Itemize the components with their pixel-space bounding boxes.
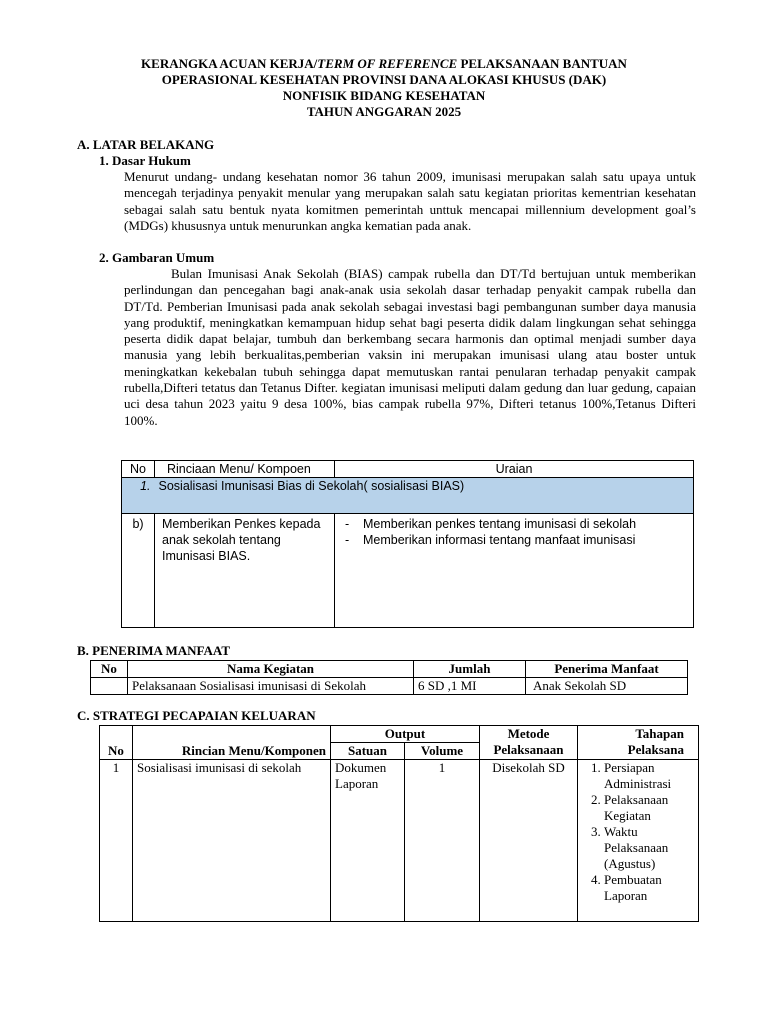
tahapan-list — [582, 760, 694, 904]
list-item: 1. Persiapan Administrasi — [604, 760, 694, 792]
table-row: 1. Sosialisasi Imunisasi Bias di Sekolah( sosialisasi BIAS) — [122, 478, 694, 514]
table-row: Pelaksanaan Sosialisasi imunisasi di Sekolah 6 SD ,1 MI Anak Sekolah SD — [91, 678, 688, 695]
dasar-hukum-heading: 1. Dasar Hukum — [99, 153, 191, 168]
section-c-heading: C. STRATEGI PECAPAIAN KELUARAN — [77, 708, 316, 723]
menu-component-table — [121, 460, 694, 628]
list-item: 4. Pembuatan Laporan — [604, 872, 694, 904]
table-row: 1 Sosialisasi imunisasi di sekolah Dokumen Laporan 1 Disekolah SD 1. Persiapan Administrasi 2. Pelaksanaan Kegiatan 3. Waktu Pelaksanaan (Agustus) 4. Pembuatan Laporan — [100, 760, 699, 922]
gambaran-umum-heading: 2. Gambaran Umum — [99, 250, 215, 265]
table-row: b) Memberikan Penkes kepada anak sekolah tentang Imunisasi BIAS. - Memberikan penkes tentang imunisasi di sekolah - Memberikan informasi tentang manfaat imunisasi — [122, 514, 694, 628]
list-item: - Memberikan informasi tentang manfaat imunisasi — [339, 532, 689, 548]
penerima-manfaat-table — [90, 660, 688, 695]
gambaran-umum-text: Bulan Imunisasi Anak Sekolah (BIAS) campak rubella dan DT/Td bertujuan untuk memberikan perlindungan dan pencegahan bagi anak-anak usia sekolah dasar terhadap penyakit campak rubella dan DT/Td. Pemberian Imunisasi pada anak sekolah sebagai investasi bagi pembangunan sumber daya manusia yang produktif, meningkatkan kemampuan hidup sehat bagi peserta didik dalam lingkungan sehat sehingga peserta didik dapat belajar, tumbuh dan berkembang secara harmonis dan optimal menjadi sumber daya manusia yang lebih berkualitas,pemberian vaksin ini merupakan imunisasi ulang atau boster untuk meningkatkan kekebalan tubuh sehingga dapat memutuskan rantai penularan terhadap penyakit campak rubella,Difteri tetatus dan Tetanus Difter. kegiatan imunisasi meliputi dalam gedung dan luar gedung, capaian uci desa tahun 2023 yaitu 9 desa 100%, bias campak rubella 97%, Difteri tetanus 100%,Tetanus Difteri 100%. — [124, 266, 696, 428]
uraian-list — [339, 516, 689, 548]
table-header-row: No Nama Kegiatan Jumlah Penerima Manfaat — [91, 661, 688, 678]
list-item: 3. Waktu Pelaksanaan (Agustus) — [604, 824, 694, 872]
list-item: 2. Pelaksanaan Kegiatan — [604, 792, 694, 824]
dasar-hukum-text: Menurut undang- undang kesehatan nomor 36 tahun 2009, imunisasi merupakan salah satu upaya untuk mencegah terjadinya penyakit menular yang merupakan salah satu kegiatan prioritas kementrian kesehatan sebagai salah satu bentuk nyata komitmen pemerintah unttuk mencapai millennium development goal’s (MDGs) khususnya untuk menurunkan angka kematian pada anak. — [124, 169, 696, 233]
section-b-heading: B. PENERIMA MANFAAT — [77, 643, 230, 658]
table-header-row: Satuan Volume — [100, 743, 699, 760]
list-item: - Memberikan penkes tentang imunisasi di sekolah — [339, 516, 689, 532]
section-a-heading: A. LATAR BELAKANG — [77, 137, 215, 152]
document-title: KERANGKA ACUAN KERJA/TERM OF REFERENCE PELAKSANAAN BANTUAN OPERASIONAL KESEHATAN PROVINSI DANA ALOKASI KHUSUS (DAK) NONFISIK BIDANG KESEHATAN TAHUN ANGGARAN 2025 — [141, 56, 627, 119]
table-header-row: No Rinciaan Menu/ Kompoen Uraian — [122, 461, 694, 478]
table-header-row: No Rincian Menu/Komponen Output Metode Pelaksanaan Tahapan Pelaksana — [100, 726, 699, 743]
strategi-table — [99, 725, 699, 922]
